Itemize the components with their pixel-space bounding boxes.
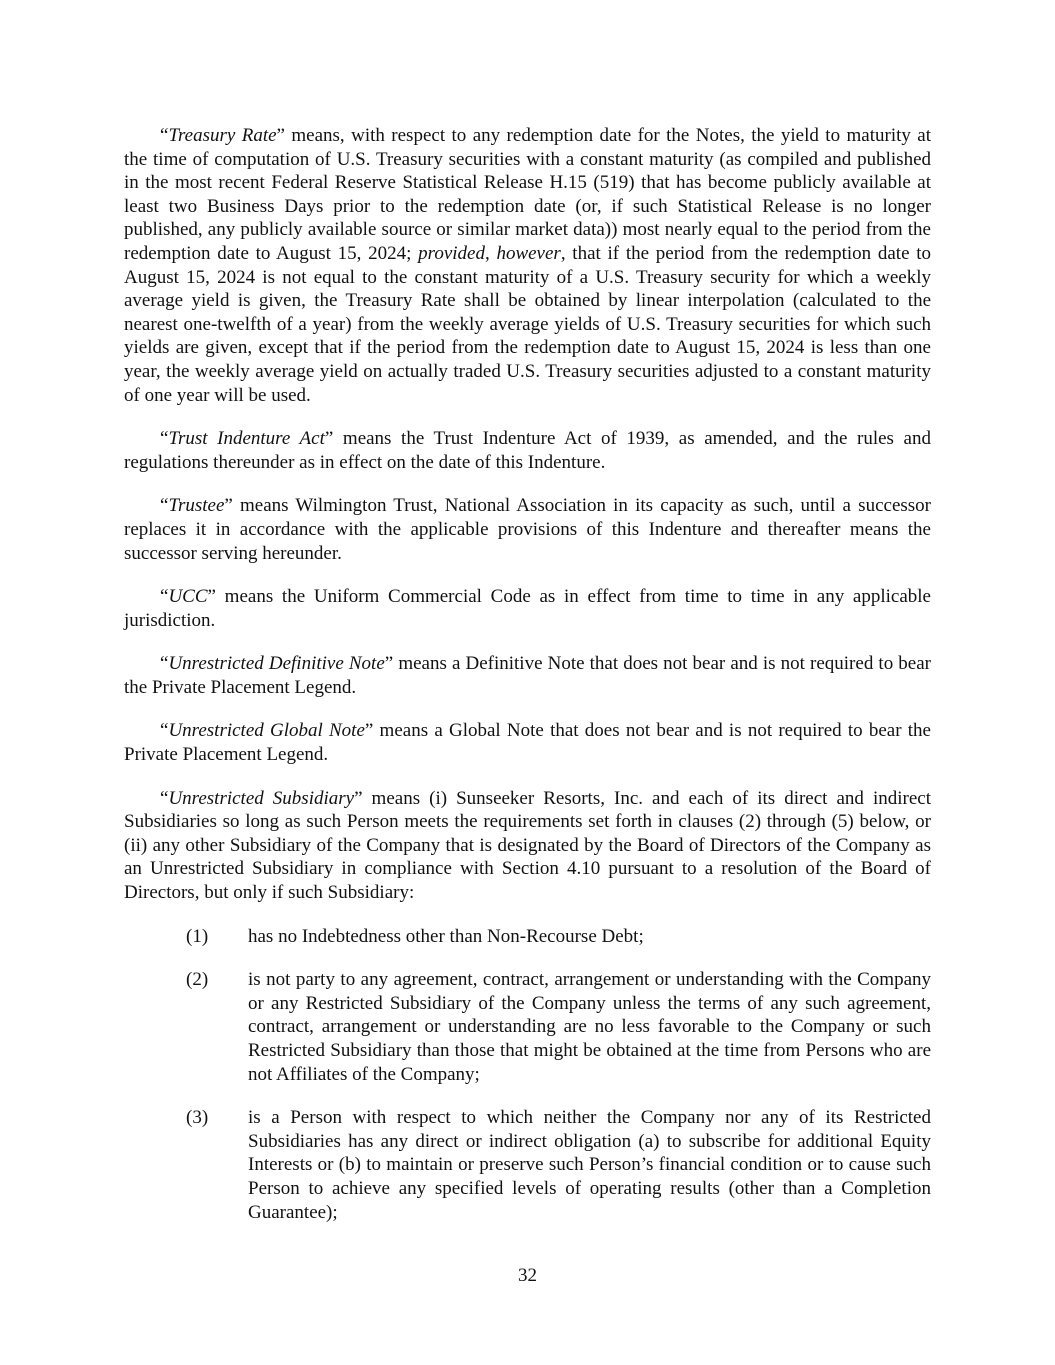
definition-text: ” means Wilmington Trust, National Association in its capacity as such, until a successor replaces it in accordance with the applicable provisions of this Indenture and thereafter means the successor serving hereunder.: [124, 495, 931, 564]
definition-unrestricted-definitive-note: [124, 652, 931, 699]
defined-term: Treasury Rate: [168, 125, 277, 146]
open-quote: “: [160, 720, 169, 742]
page-number: 32: [518, 1265, 537, 1286]
document-page: [124, 124, 931, 1244]
open-quote: “: [160, 125, 169, 146]
defined-term: Unrestricted Global Note: [168, 720, 365, 742]
definition-text: ” means the Uniform Commercial Code as in effect from time to time in any applicable jurisdiction.: [124, 586, 931, 631]
definition-ucc: [124, 585, 931, 632]
proviso-word-provided: provided: [418, 242, 485, 264]
clause-text: is not party to any agreement, contract, arrangement or understanding with the Company or any Restricted Subsidiary of the Company unless the terms of any such agreement, contract, arrangement or understanding are no less favorable to the Company or such Restricted Subsidiary than those that might be obtained at the time from Persons who are not Affiliates of the Company;: [248, 969, 931, 1085]
defined-term: UCC: [168, 586, 208, 608]
definition-text: ” means, with respect to any redemption date for the Notes, the yield to maturity at the time of computation of U.S. Treasury securities with a constant maturity (as compiled and published in the most recent Federal Reserve Statistical Release H.15 (519) that has become publicly available at least two Business Days prior to the redemption date (or, if such Statistical Release is no longer published, any publicly available source or similar market data)) most nearly equal to the period from the redemption date to August 15, 2024;: [124, 125, 932, 264]
open-quote: “: [160, 428, 169, 450]
clause-text: has no Indebtedness other than Non-Recourse Debt;: [248, 925, 644, 947]
clause-item: [124, 968, 931, 1086]
defined-term: Trust Indenture Act: [168, 428, 325, 450]
clause-text: is a Person with respect to which neither the Company nor any of its Restricted Subsidiaries has any direct or indirect obligation (a) to subscribe for additional Equity Interests or (b) to maintain or preserve such Person’s financial condition or to cause such Person to achieve any specified levels of operating results (other than a Completion Guarantee);: [248, 1107, 931, 1223]
definition-text: ” means the Trust Indenture Act of 1939, as amended, and the rules and regulations thereunder as in effect on the date of this Indenture.: [124, 428, 931, 473]
defined-term: Unrestricted Definitive Note: [168, 653, 385, 675]
open-quote: “: [160, 653, 169, 675]
clause-item: [124, 1106, 931, 1224]
proviso-comma: ,: [484, 242, 497, 264]
definition-text: ” means (i) Sunseeker Resorts, Inc. and each of its direct and indirect Subsidiaries so long as such Person meets the requirements set forth in clauses (2) through (5) below, or (ii) any other Subsidiary of the Company that is designated by the Board of Directors of the Company as an Unrestricted Subsidiary in compliance with Section 4.10 pursuant to a resolution of the Board of Directors, but only if such Subsidiary:: [124, 787, 931, 904]
clause-number: (2): [186, 969, 209, 991]
defined-term: Unrestricted Subsidiary: [168, 787, 355, 809]
definition-trust-indenture-act: [124, 427, 931, 474]
definition-trustee: [124, 494, 931, 565]
clause-number: (1): [186, 925, 209, 947]
clause-number: (3): [186, 1107, 209, 1129]
proviso-word-however: however: [496, 242, 561, 264]
clause-item: [124, 925, 931, 949]
definition-text: ” means a Global Note that does not bear and is not required to bear the Private Placement Legend.: [124, 720, 931, 766]
definition-text: ” means a Definitive Note that does not bear and is not required to bear the Private Placement Legend.: [124, 653, 931, 698]
open-quote: “: [160, 787, 169, 809]
definition-unrestricted-global-note: [124, 719, 931, 766]
open-quote: “: [160, 495, 169, 517]
definition-text-continued: , that if the period from the redemption date to August 15, 2024 is not equal to the constant maturity of a U.S. Treasury security for which a weekly average yield is given, the Treasury Rate shall be obtained by linear interpolation (calculated to the nearest one-twelfth of a year) from the weekly average yields of U.S. Treasury securities for which such yields are given, except that if the period from the redemption date to August 15, 2024 is less than one year, the weekly average yield on actually traded U.S. Treasury securities adjusted to a constant maturity of one year will be used.: [124, 242, 931, 406]
definition-unrestricted-subsidiary: [124, 787, 931, 905]
defined-term: Trustee: [168, 495, 225, 517]
open-quote: “: [160, 586, 169, 608]
definition-treasury-rate: [124, 124, 931, 407]
